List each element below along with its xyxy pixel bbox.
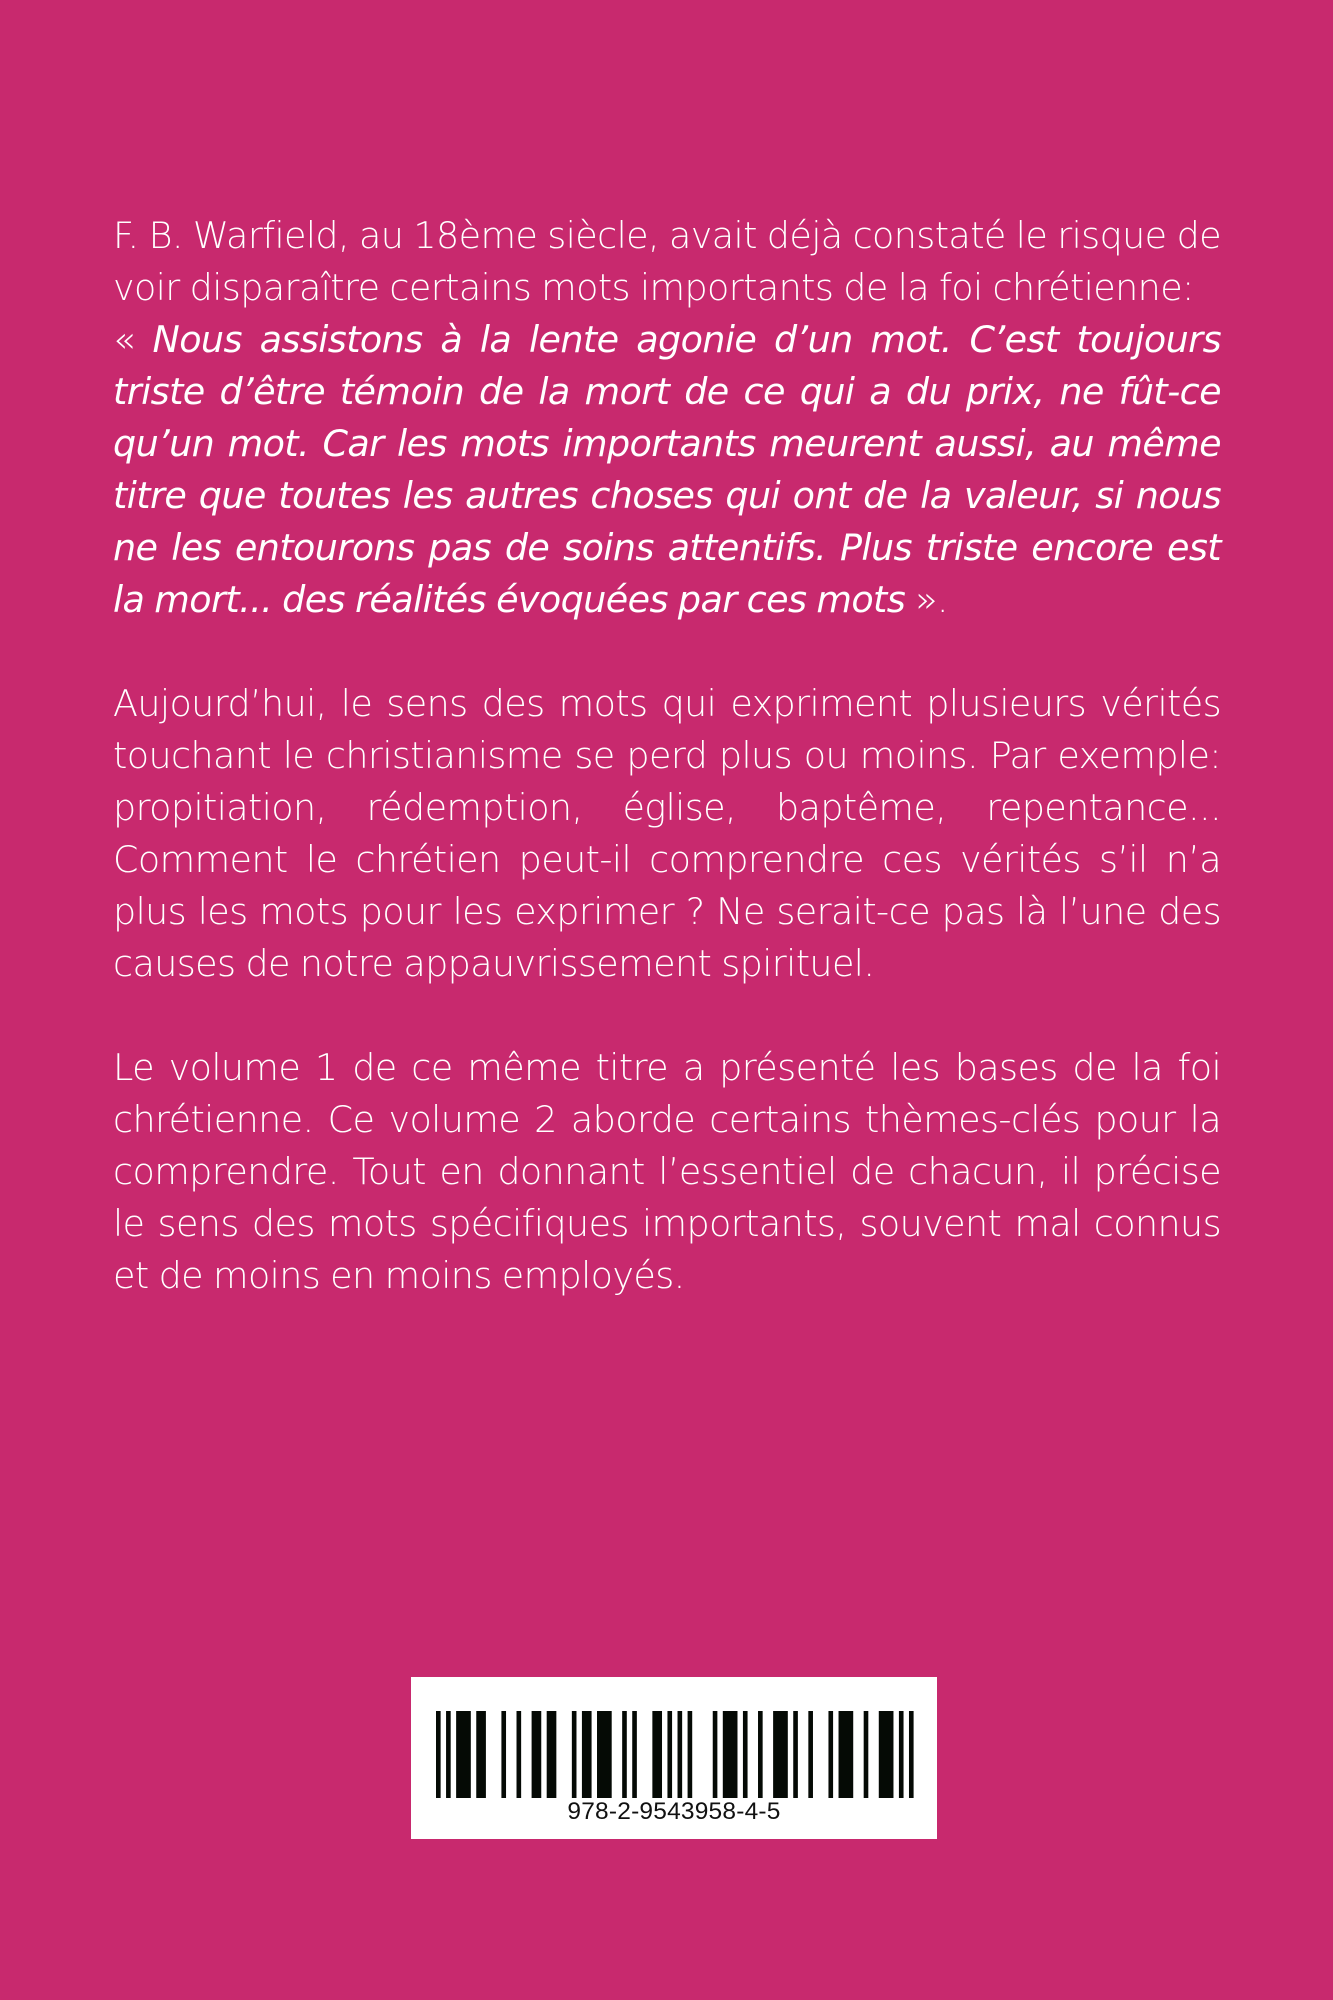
quote-open-mark: « [113, 318, 153, 361]
intro-text: F. B. Warfield, au 18ème siècle, avait déjà constaté le risque de voir disparaître certains mots importants de la foi chrétienne: [113, 214, 1221, 309]
back-cover-blurb [113, 210, 1221, 1354]
isbn-barcode [411, 1677, 937, 1839]
paragraph-intro-quote [113, 210, 1221, 626]
paragraph-meaning-loss: Aujourd’hui, le sens des mots qui expriment plusieurs vérités touchant le christianisme se perd plus ou moins. Par exemple: propitiation, rédemption, église, baptême, repentance... Comment le chrétien peut-il comprendre ces vérités s’il n’a plus les mots pour les exprimer ? Ne serait-ce pas là l’une des causes de notre appauvrissement spirituel. [113, 682, 1221, 985]
barcode-bars [436, 1711, 914, 1798]
warfield-quote: Nous assistons à la lente agonie d’un mot. C’est toujours triste d’être témoin de la mort de ce qui a du prix, ne fût-ce qu’un mot. Car les mots importants meurent aussi, au même titre que toutes les autres choses qui ont de la valeur, si nous ne les entourons pas de soins attentifs. Plus triste encore est la mort... des réalités évoquées par ces mots [113, 318, 1221, 621]
quote-close-mark: ». [905, 578, 948, 621]
isbn-number: 978-2-9543958-4-5 [567, 1798, 781, 1825]
paragraph-volume-description: Le volume 1 de ce même titre a présenté les bases de la foi chrétienne. Ce volume 2 aborde certains thèmes-clés pour la comprendre. Tout en donnant l’essentiel de chacun, il précise le sens des mots spécifiques importants, souvent mal connus et de moins en moins employés. [113, 1046, 1221, 1297]
barcode-graphic [436, 1711, 914, 1798]
